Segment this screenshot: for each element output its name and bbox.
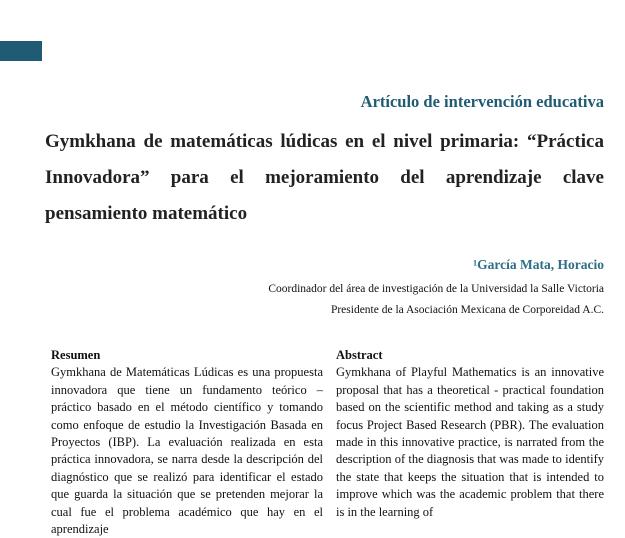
abstract-body: Gymkhana of Playful Mathematics is an innovative proposal that has a theoretical - practical foundation based on the scientific method and taking as a study focus Project Based Research (PBR). The evaluation made in this innovative practice, is narrated from the description of the diagnosis that was made to identify the state that keeps the situation that is intended to improve which was the academic problem that there is in the learning of <box>336 365 604 519</box>
author-affiliation-2: Presidente de la Asociación Mexicana de Corporeidad A.C. <box>330 304 604 316</box>
resumen-column <box>51 347 323 538</box>
abstract-column <box>336 347 604 521</box>
resumen-heading: Resumen <box>51 348 101 362</box>
resumen-body: Gymkhana de Matemáticas Lúdicas es una propuesta innovadora que tiene un fundamento teórico – práctico basado en el método científico y tomando como enfoque de estudio la Investigación Basada en Proyectos (IBP). La evaluación realizada en esta práctica innovadora, se narra desde la descripción del diagnóstico que se realizó para identificar el estado que guarda la situación que se pretenden mejorar la cual fue el problema académico que hay en el aprendizaje <box>51 365 323 537</box>
abstract-heading: Abstract <box>336 348 383 362</box>
section-label: Artículo de intervención educativa <box>360 92 604 111</box>
author-name: ¹García Mata, Horacio <box>473 257 604 272</box>
header-accent-bar <box>0 41 42 61</box>
author-affiliation-1: Coordinador del área de investigación de la Universidad la Salle Victoria <box>268 283 604 295</box>
article-title: Gymkhana de matemáticas lúdicas en el nivel primaria: “Práctica Innovadora” para el mejoramiento del aprendizaje clave pensamiento matemático <box>45 131 604 224</box>
